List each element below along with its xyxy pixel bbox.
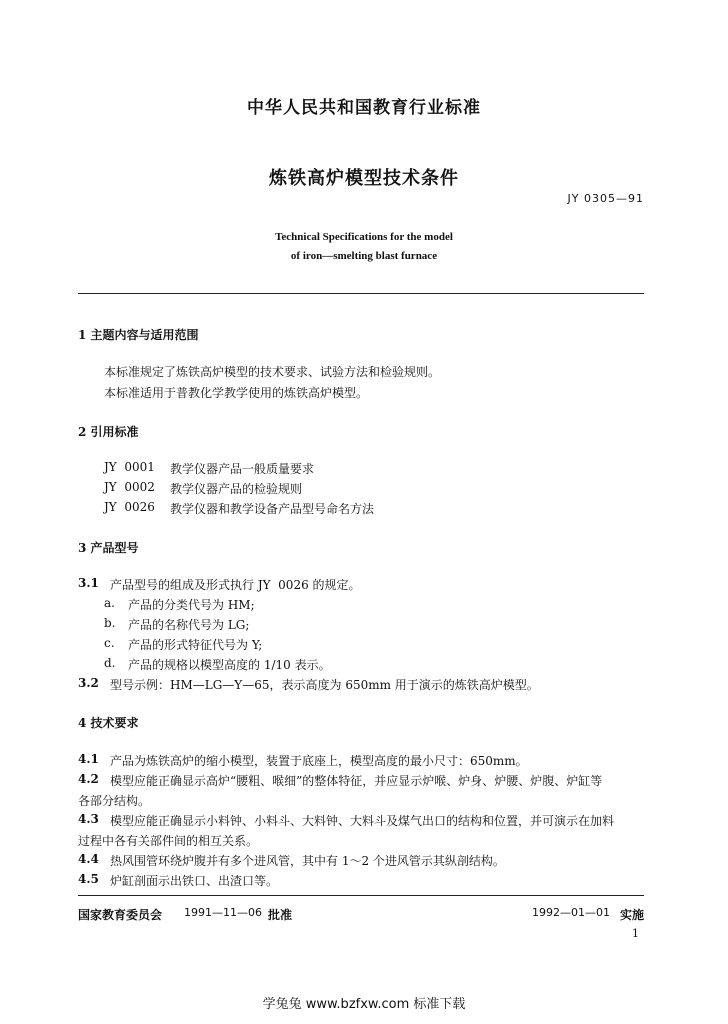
reference-title: 教学仪器产品一般质量要求 — [170, 462, 315, 476]
page-number: 1 — [632, 927, 639, 940]
approval-date: 1991—11—06 — [184, 906, 262, 919]
clause-number: 4.3 — [78, 812, 99, 826]
reference-code: JY 0026 — [104, 500, 155, 514]
clause-text: 炉缸剖面示出铁口、出渣口等。 — [110, 874, 279, 888]
clause-number: 3.1 — [78, 576, 99, 590]
standard-number: JY 0305—91 — [567, 192, 644, 205]
section-3-heading: 3 产品型号 — [78, 541, 139, 555]
list-marker: b. — [104, 616, 116, 630]
clause-text: 模型应能正确显示小料钟、小料斗、大料钟、大料斗及煤气出口的结构和位置，并可演示在加料 — [110, 814, 615, 828]
list-item: 产品的名称代号为 LG; — [128, 618, 250, 632]
section-1-paragraph: 本标准规定了炼铁高炉模型的技术要求、试验方法和检验规则。 — [104, 365, 441, 379]
english-title-line-2: of iron—smelting blast furnace — [290, 250, 438, 262]
section-1-heading: 1 主题内容与适用范围 — [78, 328, 199, 342]
english-title-line-1: Technical Specifications for the model — [275, 231, 453, 243]
reference-title: 教学仪器和教学设备产品型号命名方法 — [170, 502, 375, 516]
clause-number: 3.2 — [78, 676, 99, 690]
list-marker: c. — [104, 636, 115, 650]
clause-number: 4.5 — [78, 872, 99, 886]
header-divider — [78, 293, 644, 294]
implementation-label: 实施 — [620, 908, 645, 922]
approving-authority: 国家教育委员会 — [78, 908, 163, 922]
clause-number: 4.2 — [78, 772, 99, 786]
list-item: 产品的分类代号为 HM; — [128, 598, 255, 612]
clause-text: 产品型号的组成及形式执行 JY 0026 的规定。 — [110, 578, 361, 592]
list-item: 产品的形式特征代号为 Y; — [128, 638, 263, 652]
clause-text-continued: 各部分结构。 — [78, 794, 151, 808]
section-4-heading: 4 技术要求 — [78, 716, 139, 730]
implementation-date: 1992—01—01 — [532, 906, 610, 919]
reference-code: JY 0001 — [104, 460, 155, 474]
section-2-heading: 2 引用标准 — [78, 425, 139, 439]
reference-title: 教学仪器产品的检验规则 — [170, 482, 303, 496]
approval-label: 批准 — [268, 908, 293, 922]
section-1-paragraph: 本标准适用于普教化学教学使用的炼铁高炉模型。 — [104, 386, 369, 400]
footer-divider — [78, 895, 644, 896]
list-marker: d. — [104, 656, 116, 670]
clause-text-continued: 过程中各有关部件间的相互关系。 — [78, 834, 259, 848]
list-item: 产品的规格以模型高度的 1/10 表示。 — [128, 658, 331, 672]
clause-text: 热风围管环绕炉腹并有多个进风管，其中有 1～2 个进风管示其纵剖结构。 — [110, 854, 505, 868]
clause-text: 模型应能正确显示高炉“腰粗、喉细”的整体特征，并应显示炉喉、炉身、炉腰、炉腹、炉缸等 — [110, 774, 603, 788]
clause-text: 型号示例：HM—LG—Y—65，表示高度为 650mm 用于演示的炼铁高炉模型。 — [110, 678, 539, 692]
clause-number: 4.1 — [78, 752, 99, 766]
org-title: 中华人民共和国教育行业标准 — [247, 98, 481, 118]
list-marker: a. — [104, 596, 115, 610]
clause-text: 产品为炼铁高炉的缩小模型，装置于底座上，模型高度的最小尺寸：650mm。 — [110, 754, 528, 768]
reference-code: JY 0002 — [104, 480, 155, 494]
clause-number: 4.4 — [78, 852, 99, 866]
watermark-link[interactable]: 学兔兔 www.bzfxw.com 标准下载 — [262, 997, 466, 1012]
doc-title: 炼铁高炉模型技术条件 — [269, 168, 459, 189]
